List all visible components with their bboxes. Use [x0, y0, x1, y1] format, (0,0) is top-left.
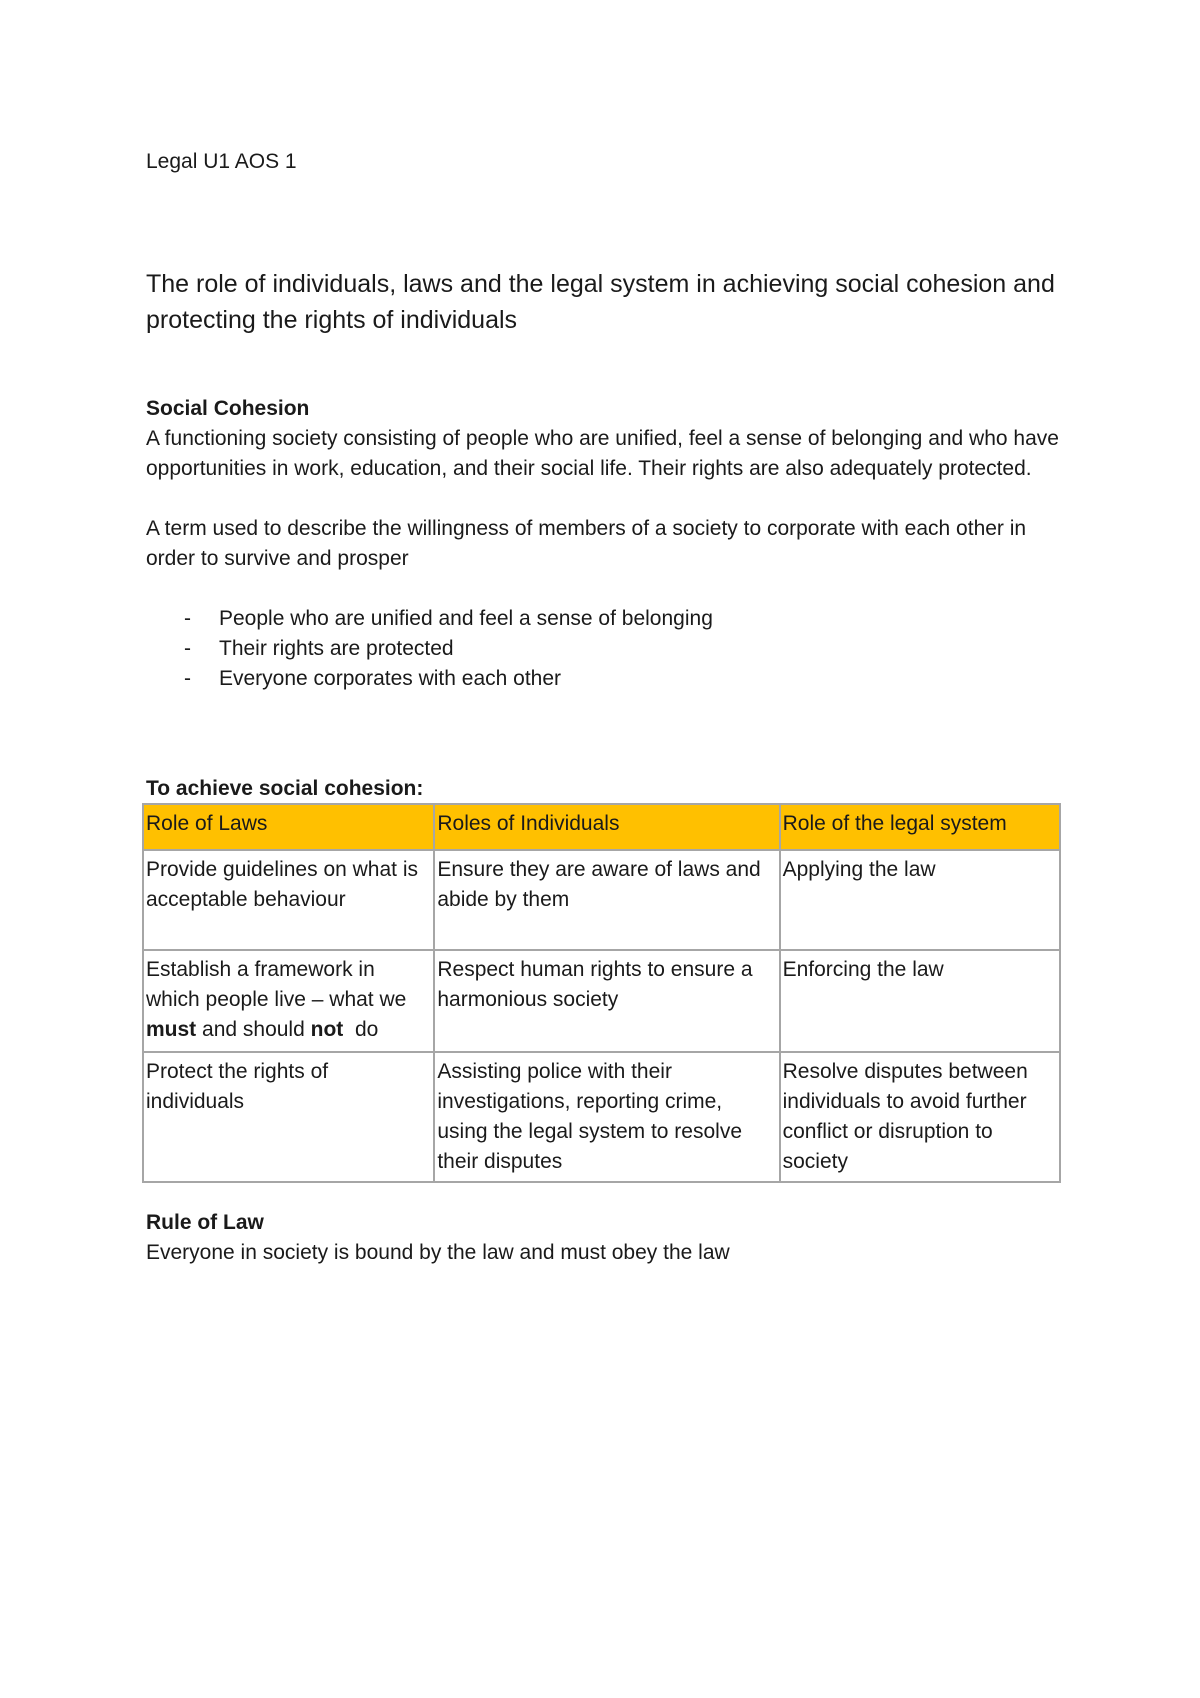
list-item	[146, 664, 1076, 694]
cell-text: do	[343, 1018, 379, 1041]
list-item	[146, 604, 1076, 634]
social-cohesion-heading: Social Cohesion	[146, 397, 310, 420]
column-header-roles-of-individuals: Roles of Individuals	[434, 804, 779, 850]
table-row	[143, 1052, 1060, 1182]
table-cell-laws: Protect the rights of individuals	[143, 1052, 434, 1182]
column-header-role-of-laws: Role of Laws	[143, 804, 434, 850]
table-cell-laws: Provide guidelines on what is acceptable behaviour	[143, 850, 434, 950]
table-row	[143, 950, 1060, 1052]
list-item	[146, 634, 1076, 664]
social-cohesion-roles-table	[142, 803, 1061, 1183]
table-cell-individuals: Assisting police with their investigations, reporting crime, using the legal system to resolve their disputes	[434, 1052, 779, 1182]
table-header-row	[143, 804, 1060, 850]
table-cell-individuals: Respect human rights to ensure a harmonious society	[434, 950, 779, 1052]
list-item-text: Their rights are protected	[219, 637, 454, 660]
social-cohesion-bullet-list	[146, 604, 1076, 694]
rule-of-law-heading: Rule of Law	[146, 1211, 264, 1234]
list-item-text: Everyone corporates with each other	[219, 667, 562, 690]
list-item-text: People who are unified and feel a sense of belonging	[219, 607, 713, 630]
social-cohesion-section	[146, 394, 1076, 694]
document-header: Legal U1 AOS 1	[146, 150, 297, 173]
table-cell-legal-system: Applying the law	[780, 850, 1060, 950]
document-title: The role of individuals, laws and the legal system in achieving social cohesion and protecting the rights of individuals	[146, 270, 1055, 334]
rule-of-law-definition: Everyone in society is bound by the law and must obey the law	[146, 1241, 730, 1264]
social-cohesion-definition: A functioning society consisting of people who are unified, feel a sense of belonging and who have opportunities in work, education, and their social life. Their rights are also adequately protected.	[146, 427, 1059, 480]
table-cell-legal-system: Resolve disputes between individuals to avoid further conflict or disruption to society	[780, 1052, 1060, 1182]
bullet-dash: -	[184, 607, 191, 630]
cell-text-emphasis: must	[146, 1018, 197, 1041]
cell-text: and should	[196, 1018, 311, 1041]
achieve-cohesion-heading: To achieve social cohesion:	[146, 777, 424, 800]
bullet-dash: -	[184, 667, 191, 690]
column-header-role-of-legal-system: Role of the legal system	[780, 804, 1060, 850]
cell-text: Establish a framework in which people live – what we	[146, 958, 407, 1011]
table-cell-laws	[143, 950, 434, 1052]
table-cell-individuals: Ensure they are aware of laws and abide by them	[434, 850, 779, 950]
table-cell-legal-system: Enforcing the law	[780, 950, 1060, 1052]
bullet-dash: -	[184, 637, 191, 660]
cell-text-emphasis: not	[310, 1018, 344, 1041]
social-cohesion-term-description: A term used to describe the willingness of members of a society to corporate with each other in order to survive and prosper	[146, 517, 1027, 570]
rule-of-law-section	[146, 1208, 1076, 1268]
table-row	[143, 850, 1060, 950]
